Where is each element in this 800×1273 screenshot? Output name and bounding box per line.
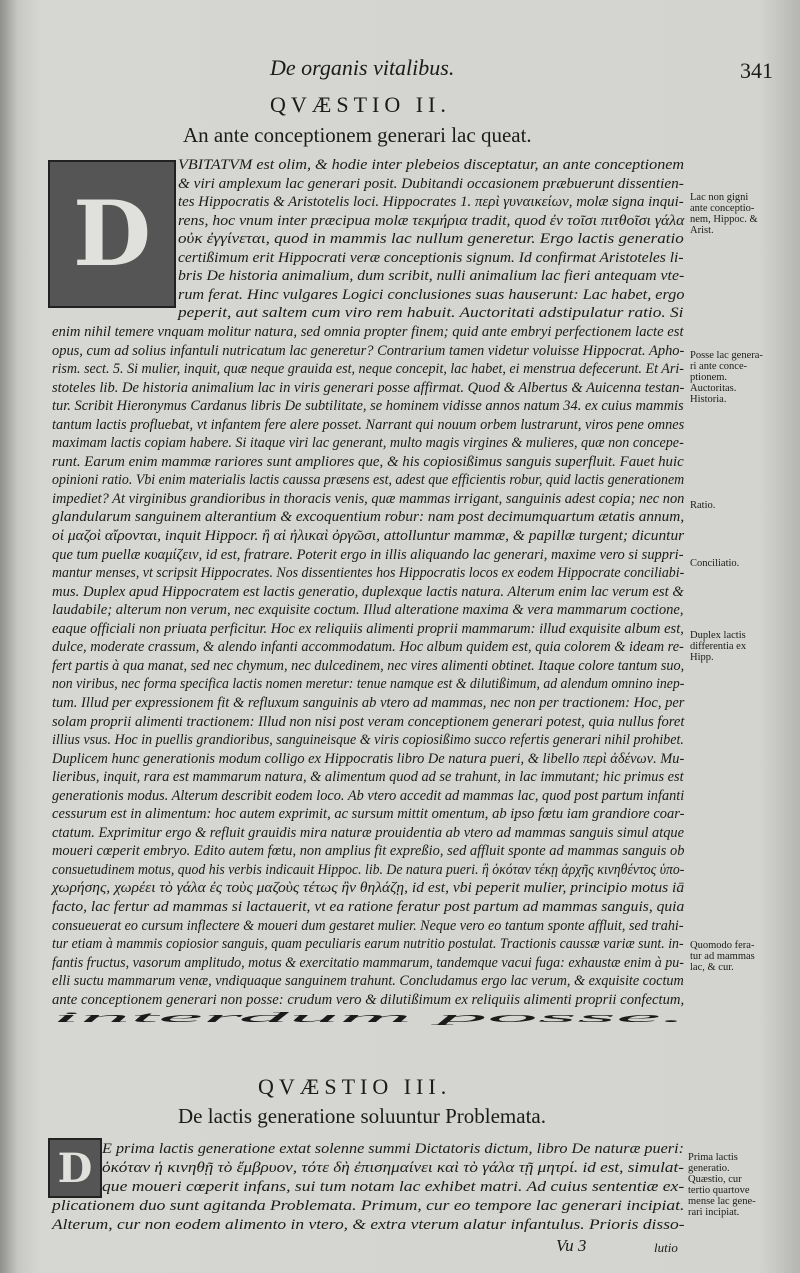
text-line: ὁκόταν ἡ κινηθῇ τὸ ἔμβρυον, τότε δὴ ἐπισημαίνει καὶ τὸ γάλα τῇ μητρί. id est, simulat- [102,1160,684,1176]
text-line: fert partis à qua manat, sed nec chymum, nec dulcedinem, nec vires alimenti obtinet. Itaque colore tantum suo, [52,657,685,674]
text-line: opus, cum ad solius infantuli nutricatum lac generetur? Contrarium tamen videtur voluisse Hippocrat. Apho- [52,342,685,359]
text-line: rism. sect. 5. Si mulier, inquit, quæ neque grauida est, neque concepit, lac habet, ei menstrua defecerunt. Et Ari- [52,361,684,378]
text-line: οἱ μαζοὶ αἴρονται, inquit Hippocr. ἢ αἱ ἠλικαὶ ὀργῶσι, attolluntur mammæ, & papillæ turgent; dicuntur [52,528,685,544]
text-line: plicationem duo sunt agitanda Problemata. Primum, cur eo tempore lac generari incipiat. [52,1198,685,1214]
text-line: glandularum sanguinem alterantium & excoquentium robur: nam post decimumquartum ætatis annum, [52,509,685,526]
text-line: χωρήσης, χωρέει τὸ γάλα ἐς τοὺς μαζοὺς τέτως ἢν θηλάζῃ, id est, vbi peperit mulier, principio motus iā [52,880,685,897]
text-line: generationis modus. Alterum describit eodem loco. Ab vtero accedit ad mammas lac, quod post partum infanti [52,787,685,804]
text-line: lieribus, inquit, rara est mammarum natura, & alimentum quod ad se trahunt, in lac immutant; hic primus est [52,769,684,786]
text-line: & viri amplexum lac generari posit. Dubitandi occasionem præbuerunt dissentien- [178,175,684,192]
text-line: consuetudinem motus, quod his verbis indicauit Hippoc. lib. De natura pueri. ἢ ὁκόταν τέκῃ ἀρχῆς κινηθέντος ὑπο- [52,861,685,878]
margin-note: Posse lac genera- ri ante conce- ptionem. Auctoritas. Historia. [690,350,763,405]
catchword: lutio [654,1240,678,1255]
text-line: impediet? At virginibus grandioribus in thoracis venis, quæ mammas irrigant, sanguinis adest copia; nec non [52,490,685,507]
text-line: opinioni ratio. Vbi enim materialis lactis caussa præsens est, adest que efficientis robur, quid lactis generationem [52,472,685,489]
text-line: οὐκ ἐγγίνεται, quod in mammis lac nullum generetur. Ergo lactis generatio [178,231,684,248]
signature-mark: Vu 3 [556,1236,587,1255]
margin-note: Lac non gigni ante conceptio- nem, Hippoc. & Arist. [690,192,758,236]
text-line: tantum lactis profluebat, vt infantem fere alere posset. Narrant qui nouum orbem lustrarunt, viros pene omnes [52,416,685,433]
margin-note: Prima lactis generatio. Quæstio, cur tertio quartove mense lac gene- rari incipiat. [688,1152,756,1218]
text-line: elli suctu mammarum venæ, vndiquaque sanguinem trahunt. Concludamus ergo lac verum, & exquisite coctum [52,973,684,990]
text-line: solam proprii alimenti tractionem: Illud non nisi post veram conceptionem generari potest, quia nullus foret [52,713,685,730]
text-line: interdum posse. [52,1010,687,1027]
text-line: que tum puellæ κυαμίζειν, id est, fratrare. Poterit ergo in illis aliquando lac generari, maxime vero si suppri- [52,546,684,563]
question-3-heading: QVÆSTIO III. [258,1074,452,1099]
margin-note: Duplex lactis differentia ex Hipp. [690,630,747,663]
question-2-heading: QVÆSTIO II. [270,92,451,117]
text-line: VBITATVM est olim, & hodie inter plebeios disceptatur, an ante conceptionem [178,157,685,173]
text-line: certißimum erit Hippocrati veræ conceptionis signum. Id confirmat Aristoteles li- [178,249,684,266]
text-line: consueuerat eo cursum inflectere & moueri dum gestaret mulier. Neque vero eo tantum sponte affluit, sed trahi- [52,917,684,934]
text-line: moueri cœperit embryo. Edito autem fœtu, non amplius fit expreßio, sed affluit sponte ad mammas sanguis ob [52,843,685,860]
margin-note: Quomodo fera- tur ad mammas lac, & cur. [690,940,755,973]
text-line: tur. Scribit Hieronymus Cardanus libris De subtilitate, se hominem vidisse annos natum 34. ex cuius mammis [52,398,684,415]
text-line: E prima lactis generatione extat solenne summi Dictatoris dictum, libro De naturæ pueri: [102,1141,685,1157]
text-line: stoteles lib. De historia animalium lac in viris generari posse affirmat. Quod & Albertus & Auicenna testan- [52,379,685,396]
text-line: ctatum. Exprimitur ergo & refluit grauidis mira naturæ prouidentia ab vtero ad mammas sanguis simul atque [52,824,685,841]
text-line: Alterum, cur non eodem alimento in vtero, & extra vterum alatur infantulus. Prioris disso- [52,1217,685,1233]
text-line: mus. Duplex apud Hippocratem est lactis generatio, duplexque lactis natura. Alterum enim lac verum est & [52,583,684,600]
margin-note: Conciliatio. [690,558,740,569]
text-line: eaque officiali non priuata perficitur. Hoc ex reliquiis alimenti proprii mammarum: illud exquisite album est, [52,620,684,637]
text-line: rum ferat. Hinc vulgares Logici conclusiones suas hauserunt: Lac habet, ergo [178,286,685,303]
text-line: illius vsus. Hoc in puellis grandioribus, sanguineisque & viris copiosißimo succo refertis generari nihil prohibet. [52,732,684,749]
text-line: enim nihil temere vnquam molitur natura, sed omnia propter finem; quid ante embryi perfectionem lacte est [52,323,684,340]
margin-note: Ratio. [690,500,716,511]
decorated-initial: D [48,160,176,308]
text-line: ante conceptionem generari non posse: crudum vero & dilutißimum ex reliquiis alimenti proprii confectum, [52,991,685,1008]
text-line: runt. Earum enim mammæ rariores sunt ampliores que, & his copiosißimus sanguis superfluit. Fauet huic [52,453,684,470]
text-line: laudabile; alterum non verum, nec exquisite coctum. Illud alteratione maxima & vera mammarum coctione, [52,602,684,619]
text-line: non viribus, nec forma specifica lactis nomen meretur: tenue namque est & dilutißimum, ad alendum omnino inep- [52,676,685,693]
text-line: cessurum est in alimentum: hoc autem exprimit, ac sursum mittit omentum, ab ipso fœtu iam grandiore coar- [52,806,685,823]
text-line: tum. Illud per expressionem fit & refluxum sanguinis ab vtero ad mammas, nec non per tractionem: Hoc, per [52,694,685,711]
running-head: De organis vitalibus. [270,55,455,80]
decorated-initial-small: D [48,1138,102,1198]
text-line: rens, hoc vnum inter præcipua molæ τεκμήρια tradit, quod ἐν τοῖσι πιτθοῖσι γάλα [178,212,685,229]
question-3-title: De lactis generatione soluuntur Problemata. [178,1104,546,1128]
text-line: que moueri cœperit infans, sui tum notam lac exhibet matri. Ad cuius sententiæ ex- [102,1179,685,1195]
text-line: maximam lactis copiam habere. Si itaque viri lac generant, multo magis virgines & mulieres, quæ non concepe- [52,435,684,452]
page-number: 341 [740,58,773,83]
text-line: peperit, aut saltem cum viro rem habuit. Auctoritati adstipulatur ratio. Si [178,305,684,322]
text-line: dulce, moderate crassum, & alendo infanti accommodatum. Hoc album quidem est, quia colorem & ideam re- [52,639,684,656]
text-line: tes Hippocratis & Aristotelis loci. Hippocrates 1. περὶ γυναικείων, molæ signa inqui- [178,194,684,211]
text-line: bris De historia animalium, dum scribit, nulli animalium lac fieri antequam vte- [178,268,685,285]
text-line: fantis fructus, vasorum amplitudo, motus & exercitatio mammarum, tandemque vacui fuga: exhaustæ enim à pu- [52,954,684,971]
text-line: mantur menses, vt scripsit Hippocrates. Nos dissentientes hos Hippocratis locos ex eodem Hippocrate conciliabi- [52,565,685,582]
text-line: tur etiam à mammis copiosior sanguis, quam peculiaris earum nutritio postulat. Tractionis caussæ variæ sunt. in- [52,936,684,953]
question-2-title: An ante conceptionem generari lac queat. [183,123,532,147]
text-line: facto, lac fertur ad mammas si lactauerit, vt ea ratione feratur post partum ad mammas sanguis, quia [52,899,685,915]
text-line: Duplicem hunc generationis modum colligo ex Hippocratis libro De natura pueri, & libello περὶ ἀδένων. Mu- [52,750,685,767]
